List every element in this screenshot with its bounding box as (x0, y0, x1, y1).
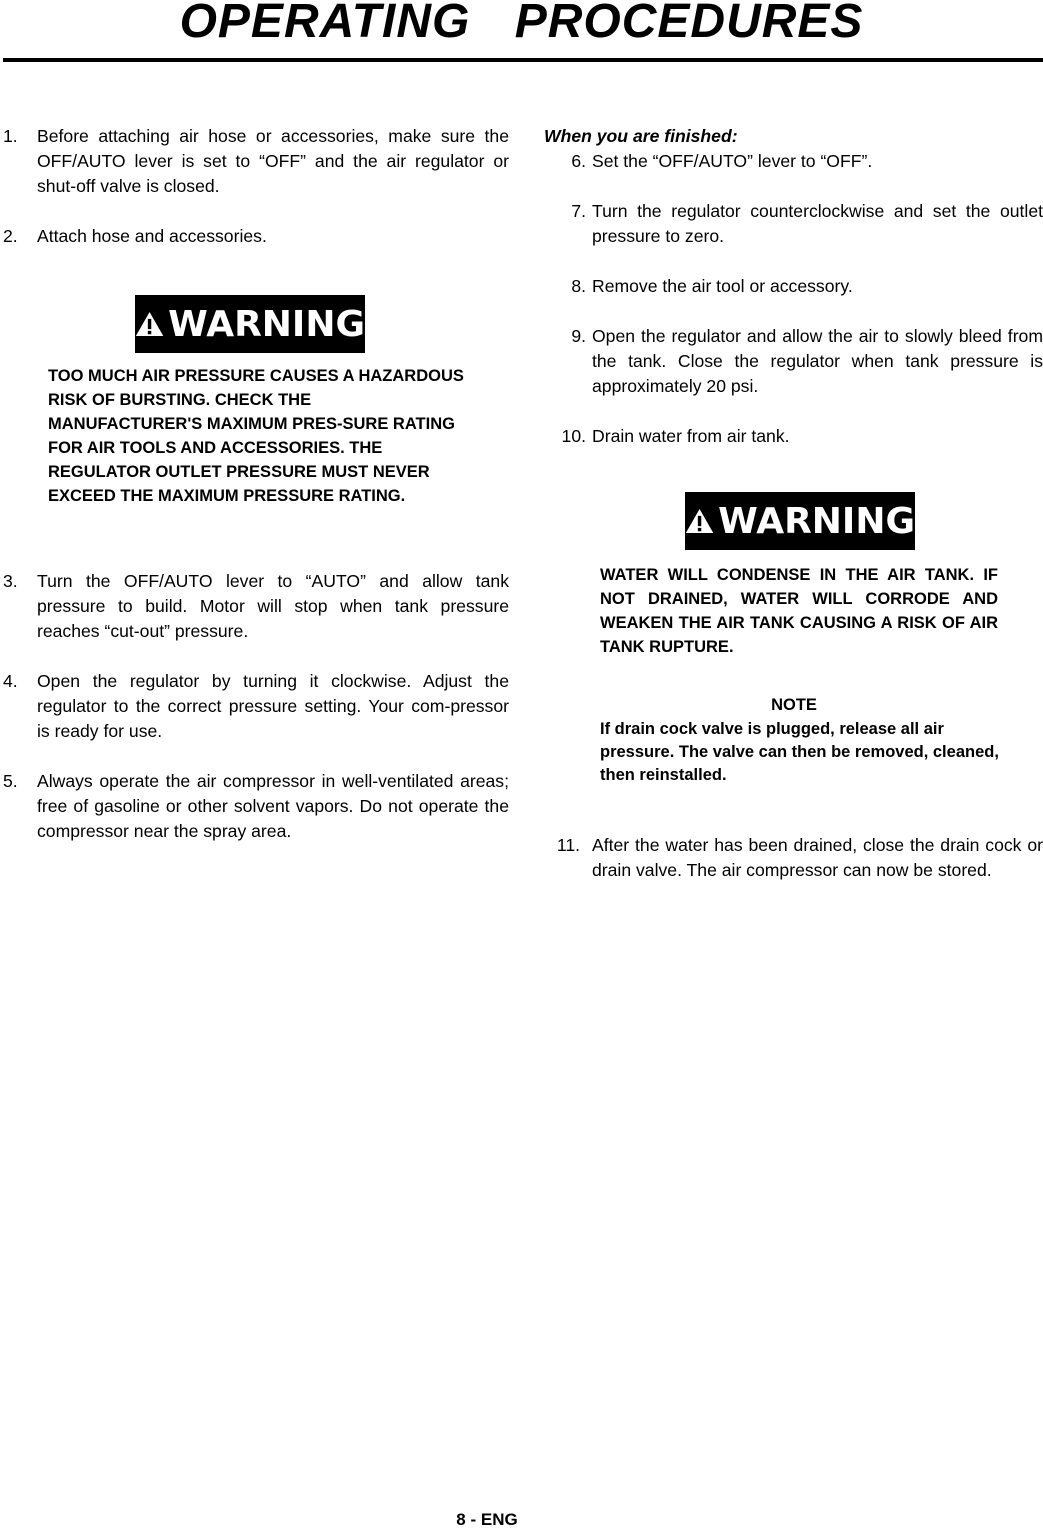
step-text: Remove the air tool or accessory. (592, 276, 853, 296)
step-1 (0, 124, 512, 199)
note-title: NOTE (771, 696, 817, 714)
step-number: 11. (556, 835, 580, 855)
step-number: 4. (3, 671, 18, 691)
left-column (0, 124, 512, 249)
warning-triangle-icon (685, 506, 714, 536)
step-number: 6. (571, 151, 586, 171)
step-7 (540, 199, 1043, 249)
step-10 (540, 424, 1043, 449)
step-text: Open the regulator by turning it clockwise. Adjust the regulator to the correct pressure setting. Your com-pressor is ready for use. (37, 671, 509, 741)
warning-badge-2 (685, 492, 915, 550)
step-text: Drain water from air tank. (592, 426, 790, 446)
step-11 (540, 833, 1043, 883)
page-footer: 8 - ENG (456, 1510, 518, 1529)
step-text: Attach hose and accessories. (37, 226, 267, 246)
warning-label: WARNING (718, 500, 915, 542)
warning-text-2: WATER WILL CONDENSE IN THE AIR TANK. IF NOT DRAINED, WATER WILL CORRODE AND WEAKEN THE AIR TANK CAUSING A RISK OF AIR TANK RUPTURE. (600, 566, 998, 656)
step-number: 2. (3, 226, 18, 246)
step-number: 3. (3, 571, 18, 591)
step-6 (540, 149, 1043, 174)
step-number: 9. (571, 326, 586, 346)
step-text: Open the regulator and allow the air to slowly bleed from the tank. Close the regulator when tank pressure is approximately 20 psi. (592, 326, 1043, 396)
finished-heading: When you are finished: (544, 126, 738, 146)
warning-text-1: TOO MUCH AIR PRESSURE CAUSES A HAZARDOUS RISK OF BURSTING. CHECK THE MANUFACTURER'S MAXIMUM PRES-SURE RATING FOR AIR TOOLS AND ACCESSORIES. THE REGULATOR OUTLET PRESSURE MUST NEVER EXCEED THE MAXIMUM PRESSURE RATING. (48, 367, 464, 505)
step-8 (540, 274, 1043, 299)
step-text: Turn the regulator counterclockwise and set the outlet pressure to zero. (592, 201, 1043, 246)
right-column (540, 124, 1043, 449)
warning-triangle-icon (135, 309, 164, 339)
step-5 (0, 769, 512, 844)
step-number: 5. (3, 771, 18, 791)
right-column-lower (540, 833, 1043, 883)
step-9 (540, 324, 1043, 399)
step-number: 8. (571, 276, 586, 296)
step-text: Turn the OFF/AUTO lever to “AUTO” and allow tank pressure to build. Motor will stop when tank pressure reaches “cut-out” pressure. (37, 571, 509, 641)
warning-badge-1 (135, 295, 365, 353)
step-number: 1. (3, 126, 18, 146)
step-text: After the water has been drained, close the drain cock or drain valve. The air compressor can now be stored. (592, 835, 1043, 880)
step-text: Always operate the air compressor in well-ventilated areas; free of gasoline or other solvent vapors. Do not operate the compressor near the spray area. (37, 771, 509, 841)
left-column-lower (0, 569, 512, 844)
step-text: Before attaching air hose or accessories, make sure the OFF/AUTO lever is set to “OFF” and the air regulator or shut-off valve is closed. (37, 126, 509, 196)
step-2 (0, 224, 512, 249)
step-3 (0, 569, 512, 644)
note-text: If drain cock valve is plugged, release all air pressure. The valve can then be removed, cleaned, then reinstalled. (600, 720, 999, 784)
step-number: 7. (571, 201, 586, 221)
step-4 (0, 669, 512, 744)
step-number: 10. (561, 426, 586, 446)
warning-label: WARNING (168, 303, 365, 345)
step-text: Set the “OFF/AUTO” lever to “OFF”. (592, 151, 873, 171)
page-title: OPERATING PROCEDURES (179, 0, 864, 48)
title-divider (3, 58, 1043, 62)
